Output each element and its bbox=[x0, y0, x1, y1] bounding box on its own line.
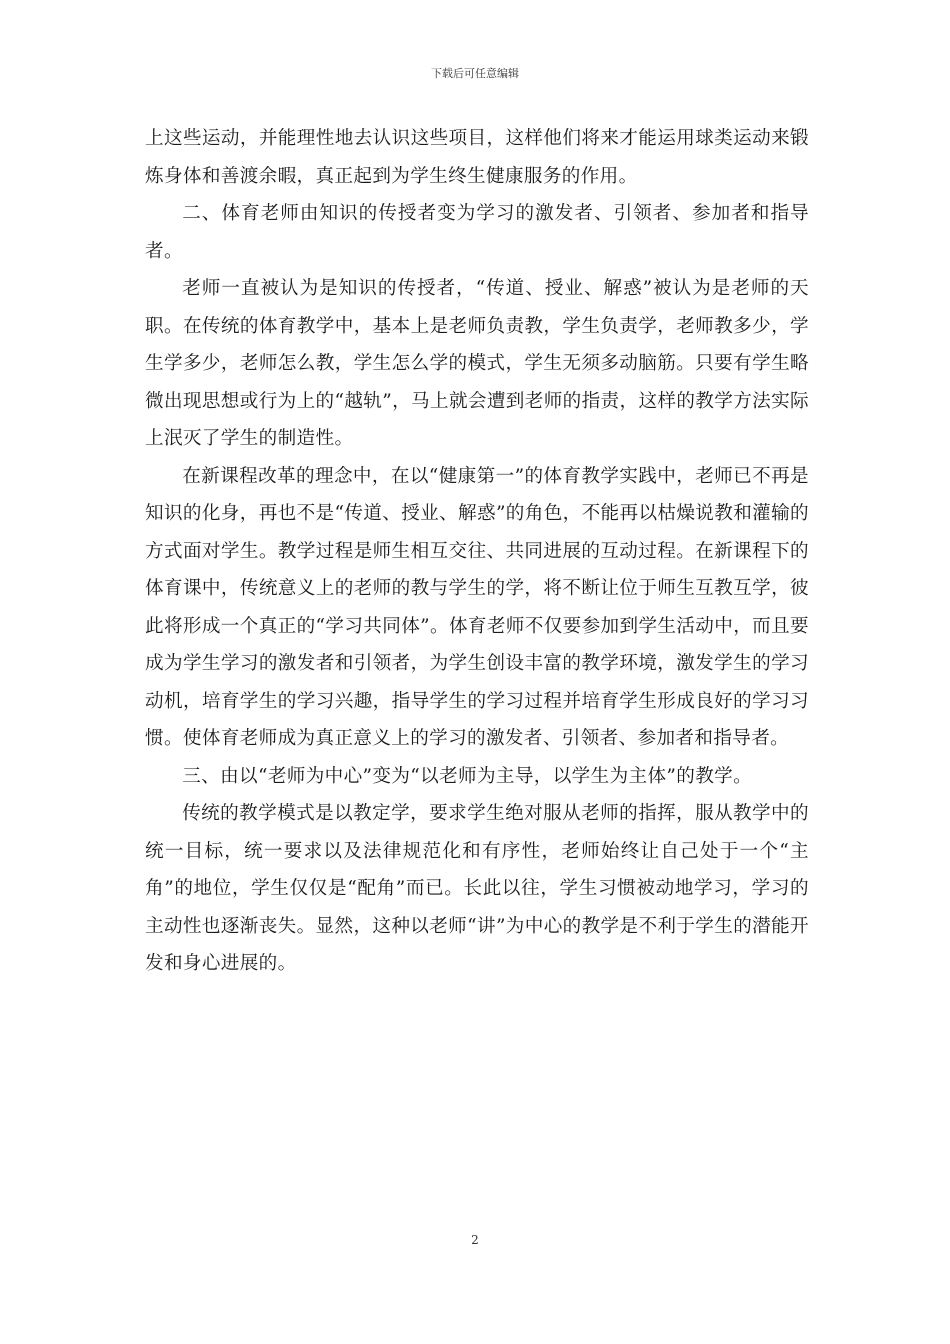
paragraph-teacher-role: 老师一直被认为是知识的传授者，“传道、授业、解惑”被认为是老师的天职。在传统的体育教学中，基本上是老师负责教，学生负责学，老师教多少，学生学多少，老师怎么教，学生怎么学的模式，学生无须多动脑筋。只要有学生略微出现思想或行为上的“越轨”，马上就会遭到老师的指责，这样的教学方法实际上泯灭了学生的制造性。 bbox=[145, 278, 809, 449]
page-header-note: 下载后可任意编辑 bbox=[431, 67, 519, 80]
document-body bbox=[145, 120, 809, 983]
paragraph-traditional-model: 传统的教学模式是以教定学，要求学生绝对服从老师的指挥，服从教学中的统一目标，统一要求以及法律规范化和有序性，老师始终让自己处于一个“主角”的地位，学生仅仅是“配角”而已。长此以往，学生习惯被动地学习，学习的主动性也逐渐丧失。显然，这种以老师“讲”为中心的教学是不利于学生的潜能开发和身心进展的。 bbox=[145, 803, 809, 974]
page-number: 2 bbox=[471, 1233, 479, 1247]
paragraph-new-curriculum: 在新课程改革的理念中，在以“健康第一”的体育教学实践中，老师已不再是知识的化身，再也不是“传道、授业、解惑”的角色，不能再以枯燥说教和灌输的方式面对学生。教学过程是师生相互交往、共同进展的互动过程。在新课程下的体育课中，传统意义上的老师的教与学生的学，将不断让位于师生互教互学，彼此将形成一个真正的“学习共同体”。体育老师不仅要参加到学生活动中，而且要成为学生学习的激发者和引领者，为学生创设丰富的教学环境，激发学生的学习动机，培育学生的学习兴趣，指导学生的学习过程并培育学生形成良好的学习习惯。使体育老师成为真正意义上的学习的激发者、引领者、参加者和指导者。 bbox=[145, 465, 809, 749]
section-heading-two: 二、体育老师由知识的传授者变为学习的激发者、引领者、参加者和指导者。 bbox=[145, 203, 809, 262]
paragraph-continuation: 上这些运动，并能理性地去认识这些项目，这样他们将来才能运用球类运动来锻炼身体和善渡余暇，真正起到为学生终生健康服务的作用。 bbox=[145, 128, 809, 187]
section-heading-three: 三、由以“老师为中心”变为“以老师为主导，以学生为主体”的教学。 bbox=[182, 765, 753, 787]
